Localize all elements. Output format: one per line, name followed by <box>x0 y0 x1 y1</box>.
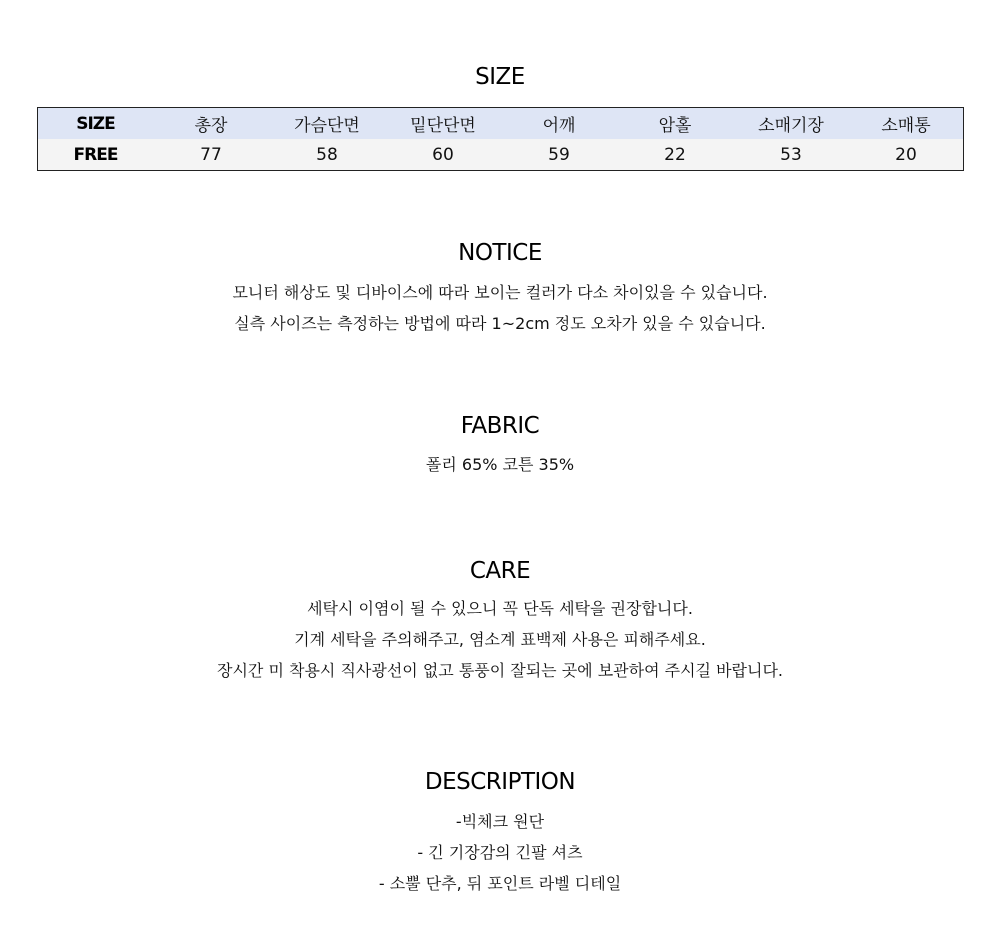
size-value-cell: 58 <box>316 144 338 165</box>
fabric-text <box>0 449 1000 480</box>
size-section-title: SIZE <box>475 64 525 90</box>
size-table-header-row <box>38 108 963 139</box>
description-text <box>0 806 1000 899</box>
size-header-cell: 총장 <box>194 116 228 136</box>
size-value-cell: FREE <box>73 144 118 165</box>
notice-text <box>0 277 1000 339</box>
size-value-cell: 60 <box>432 144 454 165</box>
size-value-cell: 77 <box>200 144 222 165</box>
description-line: - 소뿔 단추, 뒤 포인트 라벨 디테일 <box>378 874 622 893</box>
size-header-cell: 어깨 <box>542 116 576 136</box>
care-text <box>0 593 1000 686</box>
fabric-line: 폴리 65% 코튼 35% <box>425 455 575 474</box>
care-section-title: CARE <box>469 558 531 584</box>
size-header-cell: 가슴단면 <box>294 116 360 136</box>
size-header-cell: SIZE <box>76 113 115 134</box>
care-line: 장시간 미 착용시 직사광선이 없고 통풍이 잘되는 곳에 보관하여 주시길 바랍니다. <box>217 661 783 680</box>
care-line: 세탁시 이염이 될 수 있으니 꼭 단독 세탁을 권장합니다. <box>307 599 693 618</box>
size-header-cell: 소매기장 <box>758 116 824 136</box>
size-value-cell: 22 <box>664 144 686 165</box>
description-line: -빅체크 원단 <box>455 812 545 831</box>
size-header-cell: 소매통 <box>881 116 931 136</box>
size-value-cell: 59 <box>548 144 570 165</box>
care-line: 기계 세탁을 주의해주고, 염소계 표백제 사용은 피해주세요. <box>294 630 706 649</box>
size-value-cell: 53 <box>780 144 802 165</box>
notice-line: 모니터 해상도 및 디바이스에 따라 보이는 컬러가 다소 차이있을 수 있습니다. <box>232 283 768 302</box>
notice-section-title: NOTICE <box>458 240 542 266</box>
size-header-cell: 밑단단면 <box>410 116 476 136</box>
size-value-cell: 20 <box>895 144 917 165</box>
description-line: - 긴 기장감의 긴팔 셔츠 <box>417 843 583 862</box>
notice-line: 실측 사이즈는 측정하는 방법에 따라 1~2cm 정도 오차가 있을 수 있습니다. <box>234 314 766 333</box>
fabric-section-title: FABRIC <box>460 413 540 439</box>
size-table-row <box>38 139 963 170</box>
description-section-title: DESCRIPTION <box>424 769 576 795</box>
size-table <box>37 107 964 171</box>
size-header-cell: 암홀 <box>658 116 692 136</box>
